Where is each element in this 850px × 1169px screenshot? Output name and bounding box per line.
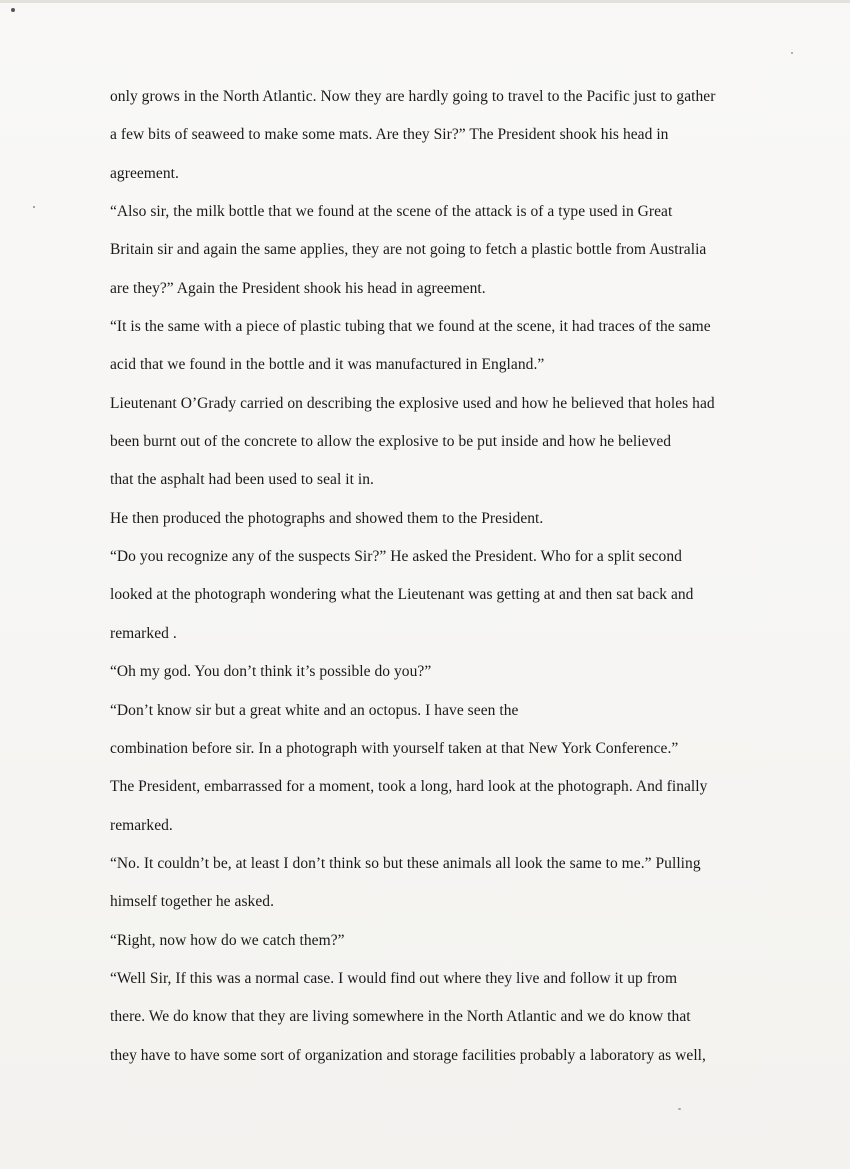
text-line: acid that we found in the bottle and it was manufactured in England.” xyxy=(110,356,545,374)
text-line: remarked. xyxy=(110,816,173,834)
text-line: “Right, now how do we catch them?” xyxy=(110,931,345,949)
text-line: combination before sir. In a photograph with yourself taken at that New York Conference.” xyxy=(110,739,679,757)
text-line: they have to have some sort of organization and storage facilities probably a laboratory as well, xyxy=(110,1046,706,1064)
text-line: Lieutenant O’Grady carried on describing the explosive used and how he believed that holes had xyxy=(110,394,715,412)
scan-speck xyxy=(678,1108,681,1110)
text-line: only grows in the North Atlantic. Now they are hardly going to travel to the Pacific just to gather xyxy=(110,88,716,105)
text-line: “Don’t know sir but a great white and an octopus. I have seen the xyxy=(110,701,519,719)
text-line: there. We do know that they are living somewhere in the North Atlantic and we do know that xyxy=(110,1008,691,1026)
text-line: He then produced the photographs and showed them to the President. xyxy=(110,509,544,527)
text-line: been burnt out of the concrete to allow the explosive to be put inside and how he believed xyxy=(110,433,672,451)
scan-speck xyxy=(33,206,35,208)
text-line: The President, embarrassed for a moment, took a long, hard look at the photograph. And finally xyxy=(110,778,708,796)
text-line: Britain sir and again the same applies, they are not going to fetch a plastic bottle from Australia xyxy=(110,241,707,259)
scan-speck xyxy=(791,52,793,54)
text-line: a few bits of seaweed to make some mats. Are they Sir?” The President shook his head in xyxy=(110,126,669,144)
text-line: “It is the same with a piece of plastic tubing that we found at the scene, it had traces of the same xyxy=(110,318,711,336)
text-line: “Well Sir, If this was a normal case. I would find out where they live and follow it up from xyxy=(110,969,678,987)
text-line: “Also sir, the milk bottle that we found at the scene of the attack is of a type used in Great xyxy=(110,203,673,221)
text-line: agreement. xyxy=(110,164,179,182)
scan-speck xyxy=(11,8,15,12)
text-line: that the asphalt had been used to seal it in. xyxy=(110,471,374,489)
text-line: “Oh my god. You don’t think it’s possible do you?” xyxy=(110,663,432,681)
text-line: “Do you recognize any of the suspects Sir?” He asked the President. Who for a split second xyxy=(110,548,682,566)
page-top-edge xyxy=(0,0,850,3)
text-line: “No. It couldn’t be, at least I don’t think so but these animals all look the same to me.” Pulling xyxy=(110,854,701,872)
text-line: are they?” Again the President shook his head in agreement. xyxy=(110,279,486,297)
text-line: himself together he asked. xyxy=(110,893,274,911)
document-body xyxy=(110,85,790,1082)
text-line: looked at the photograph wondering what the Lieutenant was getting at and then sat back and xyxy=(110,586,694,604)
text-line: remarked . xyxy=(110,624,177,642)
